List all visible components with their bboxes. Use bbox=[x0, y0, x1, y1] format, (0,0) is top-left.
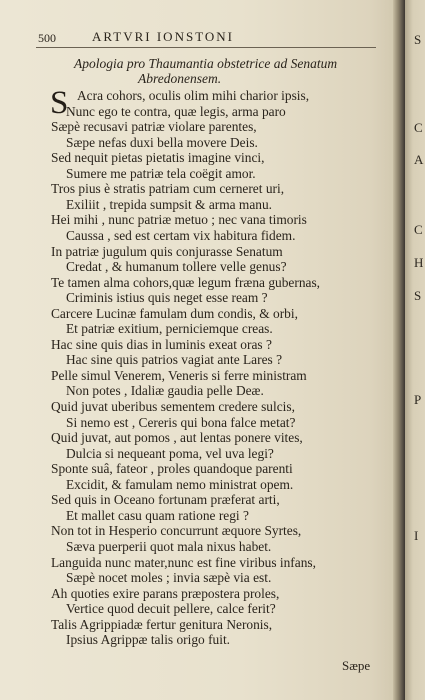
poem-line: Si nemo est , Cereris qui bona falce metat? bbox=[66, 414, 296, 430]
facing-page-letter: H bbox=[414, 255, 424, 270]
poem-line: Sponte suâ, fateor , proles quandoque parenti bbox=[51, 461, 293, 477]
poem-line: Non tot in Hesperio concurrunt æquore Syrtes, bbox=[51, 523, 302, 539]
facing-page-letter: C bbox=[414, 222, 423, 237]
facing-page-letter: A bbox=[414, 152, 424, 167]
poem-line: Non potes , Idaliæ gaudia pelle Deæ. bbox=[66, 383, 264, 399]
drop-cap: S bbox=[50, 85, 69, 121]
poem-title-line-2: Abredonensem. bbox=[138, 71, 222, 86]
poem-line: Et mallet casu quam ratione regi ? bbox=[66, 507, 249, 523]
poem-line: Sæpè recusavi patriæ violare parentes, bbox=[51, 119, 257, 135]
poem-line: Quid juvat, aut pomos , aut lentas ponere vites, bbox=[51, 430, 303, 446]
poem-line: Quid juvat uberibus sementem credere sulcis, bbox=[51, 399, 295, 414]
facing-page-letter: I bbox=[414, 528, 419, 543]
poem-line: Et patriæ exitium, perniciemque creas. bbox=[66, 321, 273, 337]
poem-line: Pelle simul Venerem, Veneris si ferre ministram bbox=[51, 367, 307, 383]
poem-line: Excidit, & famulam nemo ministrat opem. bbox=[66, 476, 294, 492]
poem-line: Credat , & humanum tollere velle genus? bbox=[66, 259, 287, 275]
poem-line: Ipsius Agrippæ talis origo fuit. bbox=[66, 632, 231, 648]
header-rule bbox=[36, 47, 376, 48]
poem-line: Sed nequit pietas pietatis imagine vinci, bbox=[51, 150, 265, 166]
book-spine bbox=[393, 0, 405, 700]
poem-line: Sæva puerperii quot mala nixus habet. bbox=[66, 538, 272, 554]
poem-line: In patriæ jugulum quis conjurasse Senatum bbox=[51, 243, 283, 259]
catchword: Sæpe bbox=[342, 658, 371, 673]
facing-page-letter: C bbox=[414, 120, 423, 135]
poem-line: Dulcia si nequeant poma, vel uva legi? bbox=[66, 445, 274, 461]
poem-line: Exiliit , trepida sumpsit & arma manu. bbox=[66, 196, 273, 212]
poem-line: Te tamen alma cohors,quæ legum fræna gubernas, bbox=[51, 274, 321, 290]
poem-line: Carcere Lucinæ famulam dum condis, & orbi, bbox=[51, 305, 298, 321]
facing-page-edge bbox=[405, 0, 425, 700]
poem-line: Ah quoties exire parans præpostera proles, bbox=[51, 585, 280, 601]
facing-page-letter: S bbox=[414, 288, 422, 303]
poem-line: Hac sine quis dias in luminis exeat oras ? bbox=[51, 336, 272, 352]
poem-line: Sed quis in Oceano fortunam præferat arti, bbox=[51, 492, 280, 508]
poem-line: Nunc ego te contra, quæ legis, arma paro bbox=[66, 103, 286, 119]
poem-title-line-1: Apologia pro Thaumantia obstetrice ad Senatum bbox=[74, 56, 338, 71]
poem-line: Criminis istius quis neget esse ream ? bbox=[66, 290, 268, 306]
running-head: ARTVRI IONSTONI bbox=[92, 29, 235, 44]
poem-line: Caussa , sed est certam vix habitura fidem. bbox=[66, 227, 296, 243]
poem-line: Sumere me patriæ tela coëgit amor. bbox=[66, 165, 256, 181]
poem-line: Vertice quod decuit pellere, calce ferit? bbox=[66, 601, 276, 617]
poem-line: Hac sine quis patrios vagiat ante Lares ? bbox=[66, 352, 283, 368]
poem-line: Sæpe nefas duxi bella movere Deis. bbox=[66, 134, 258, 150]
poem-line: Languida nunc mater,nunc est fine viribus infans, bbox=[51, 554, 316, 570]
poem-line: Talis Agrippiadæ fertur genitura Neronis, bbox=[51, 616, 273, 632]
poem-line: Tros pius è stratis patriam cum cerneret uri, bbox=[51, 181, 285, 197]
facing-page-letter: S bbox=[414, 32, 422, 47]
facing-page-letter: P bbox=[414, 392, 422, 407]
poem-line: Sæpè nocet moles ; invia sæpè via est. bbox=[66, 570, 272, 586]
page-number: 500 bbox=[38, 31, 56, 45]
poem-line: Acra cohors, oculis olim mihi charior ipsis, bbox=[77, 88, 310, 103]
poem-line: Hei mihi , nunc patriæ metuo ; nec vana timoris bbox=[51, 212, 307, 228]
